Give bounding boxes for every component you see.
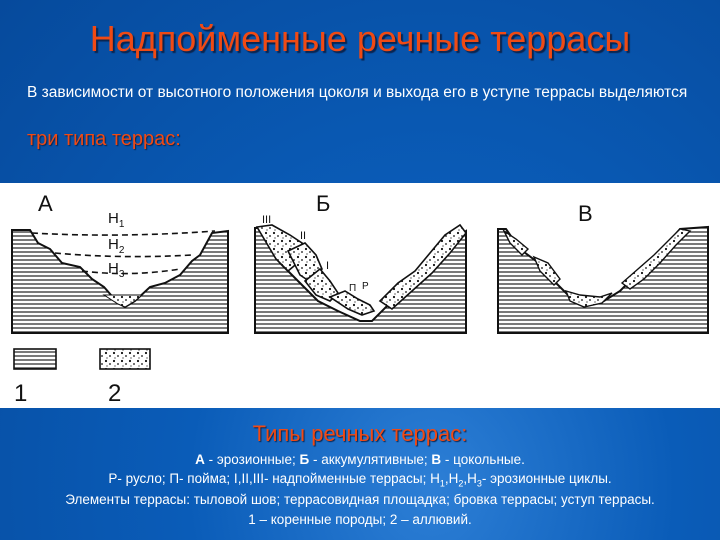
h3-label: $Н_3$ — [108, 260, 125, 280]
h2-label: $Н_2$ — [108, 236, 125, 256]
intro-text: В зависимости от высотного положения цоколя и выхода его в уступе террасы выделяются — [27, 84, 688, 101]
legend — [14, 349, 150, 407]
terrace-iii-label: III — [262, 214, 272, 226]
terrace-ii-label: II — [300, 230, 307, 242]
legend-2-label: 2 — [108, 380, 122, 407]
floodplain-label: П — [349, 283, 357, 294]
legend-line: 1 – коренные породы; 2 – аллювий. — [248, 512, 472, 527]
cycle-h1-line — [32, 231, 215, 235]
abbreviations-line: Р- русло; П- пойма; I,II,III- надпойменные террасы; $Н_1,Н_2,Н_3-$ эрозионные циклы. — [108, 471, 612, 489]
panel-b-label: Б — [316, 191, 331, 216]
panel-b-accumulative — [255, 191, 466, 333]
panel-v-socle — [498, 201, 708, 333]
legend-1-label: 1 — [14, 380, 28, 407]
legend-alluvium-swatch — [100, 349, 150, 369]
panel-a-erosional — [12, 191, 228, 333]
cycle-h3-line — [82, 269, 180, 274]
h1-label: $Н_1$ — [108, 210, 125, 230]
terrace-diagram — [0, 183, 720, 408]
slide-title: Надпойменные речные террасы — [89, 18, 631, 59]
legend-bedrock-swatch — [14, 349, 56, 369]
types-title: Типы речных террас: — [252, 421, 468, 446]
elements-line: Элементы террасы: тыловой шов; террасовидная площадка; бровка террасы; уступ террасы. — [65, 492, 655, 507]
types-line: А - эрозионные; Б - аккумулятивные; В - цокольные. — [195, 452, 525, 467]
intro-accent: три типа террас: — [27, 128, 181, 150]
panel-a-label: А — [38, 191, 53, 216]
panel-v-label: В — [578, 201, 593, 226]
terrace-i-label: I — [326, 260, 330, 272]
channel-label: Р — [362, 281, 369, 292]
